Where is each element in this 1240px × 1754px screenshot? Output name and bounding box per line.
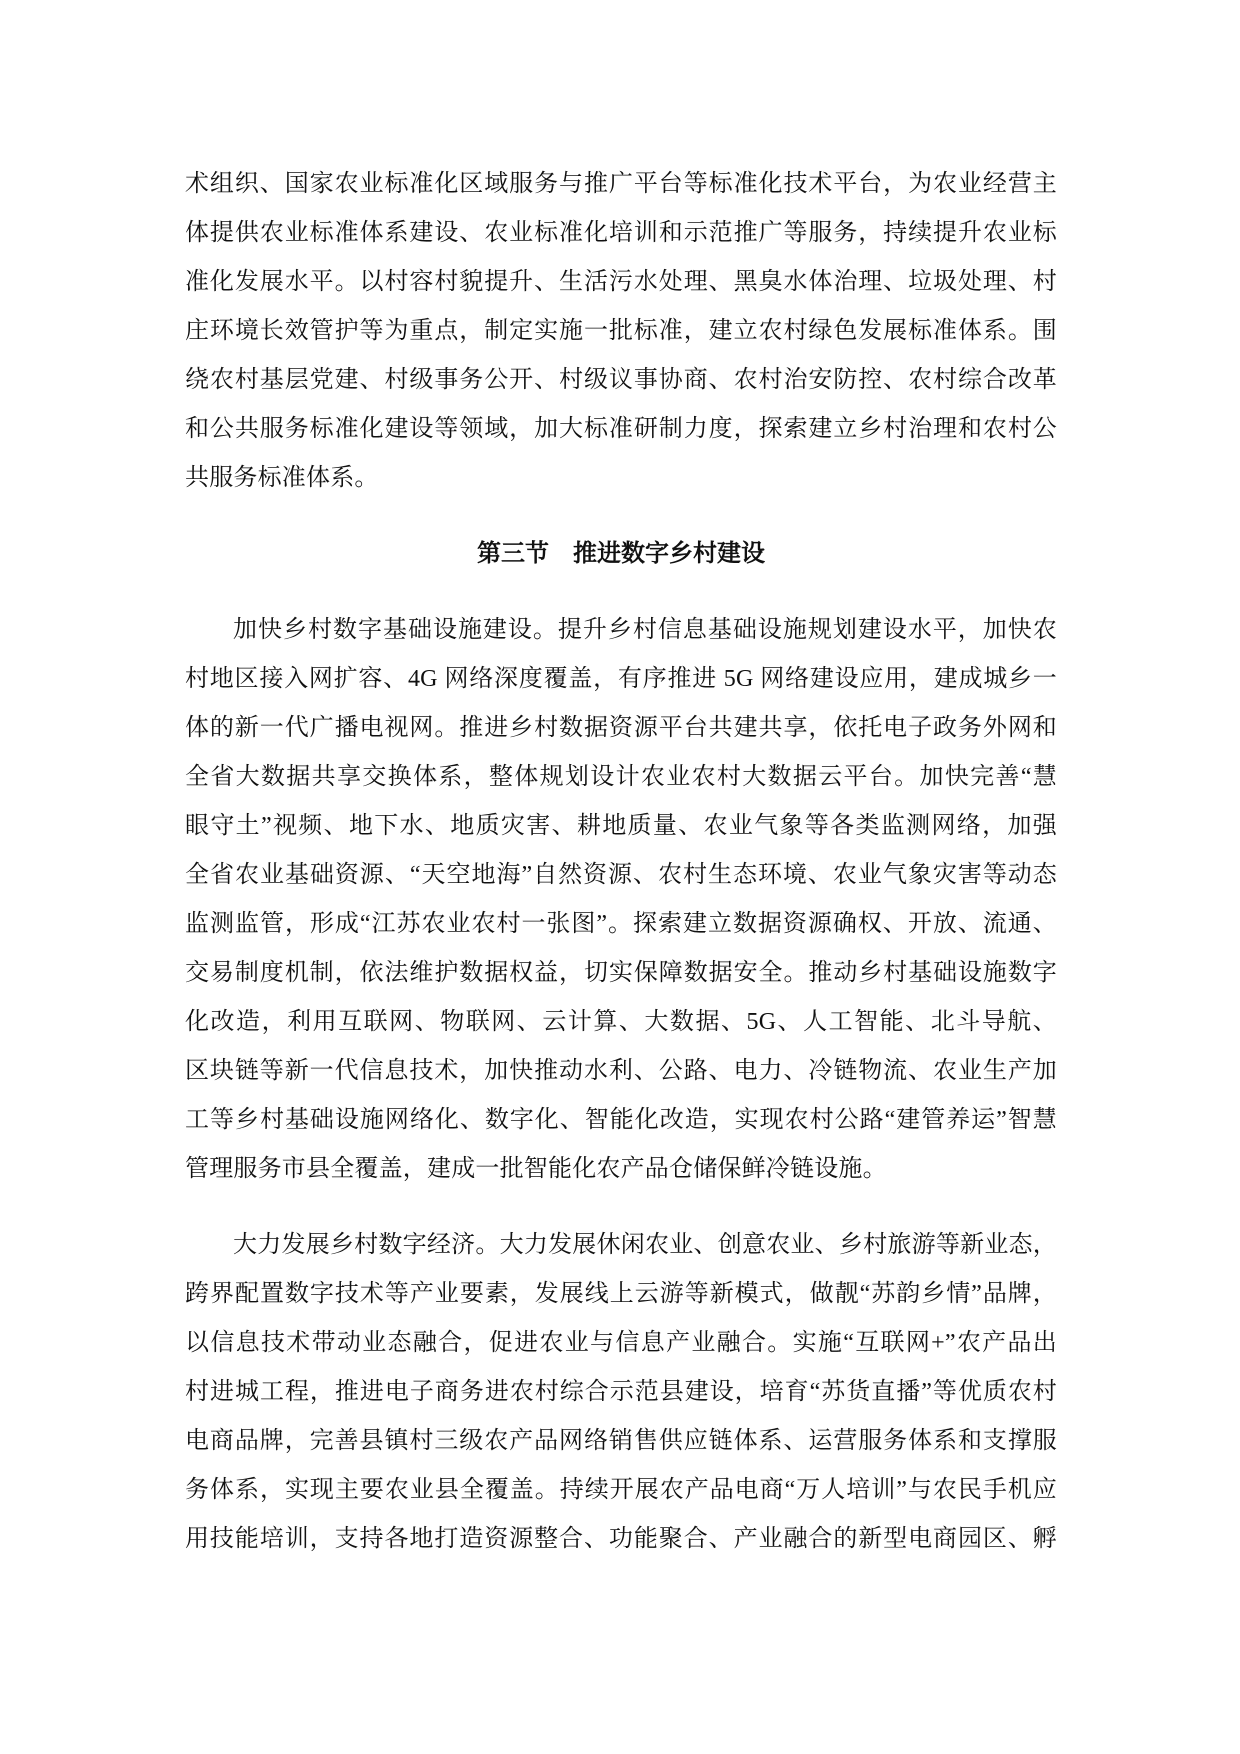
text-line: 术组织、国家农业标准化区域服务与推广平台等标准化技术平台，为农业经营主 [185, 171, 1057, 197]
text-line: 工等乡村基础设施网络化、数字化、智能化改造，实现农村公路“建管养运”智慧 [185, 1107, 1057, 1133]
text-line: 全省大数据共享交换体系，整体规划设计农业农村大数据云平台。加快完善“慧 [185, 764, 1057, 790]
text-line: 和公共服务标准化建设等领域，加大标准研制力度，探索建立乡村治理和农村公 [185, 416, 1057, 442]
text-line: 大力发展乡村数字经济。大力发展休闲农业、创意农业、乡村旅游等新业态， [233, 1232, 1057, 1258]
text-line: 交易制度机制，依法维护数据权益，切实保障数据安全。推动乡村基础设施数字 [185, 960, 1057, 986]
text-line: 监测监管，形成“江苏农业农村一张图”。探索建立数据资源确权、开放、流通、 [185, 911, 1057, 937]
text-line: 用技能培训，支持各地打造资源整合、功能聚合、产业融合的新型电商园区、孵 [185, 1526, 1057, 1552]
text-line: 管理服务市县全覆盖，建成一批智能化农产品仓储保鲜冷链设施。 [185, 1156, 887, 1182]
text-paragraph [185, 606, 1057, 1194]
text-line: 区块链等新一代信息技术，加快推动水利、公路、电力、冷链物流、农业生产加 [185, 1058, 1057, 1084]
text-line: 体的新一代广播电视网。推进乡村数据资源平台共建共享，依托电子政务外网和 [185, 715, 1057, 741]
document-body [185, 160, 1057, 1591]
text-line: 庄环境长效管护等为重点，制定实施一批标准，建立农村绿色发展标准体系。围 [185, 318, 1057, 344]
text-line: 体提供农业标准体系建设、农业标准化培训和示范推广等服务，持续提升农业标 [185, 220, 1057, 246]
section-heading: 第三节 推进数字乡村建设 [477, 541, 765, 567]
text-line: 共服务标准体系。 [185, 465, 379, 491]
text-line: 村进城工程，推进电子商务进农村综合示范县建设，培育“苏货直播”等优质农村 [185, 1379, 1057, 1405]
text-line: 眼守土”视频、地下水、地质灾害、耕地质量、农业气象等各类监测网络，加强 [185, 813, 1057, 839]
text-line: 全省农业基础资源、“天空地海”自然资源、农村生态环境、农业气象灾害等动态 [185, 862, 1057, 888]
text-line: 以信息技术带动业态融合，促进农业与信息产业融合。实施“互联网+”农产品出 [185, 1330, 1057, 1356]
text-line: 村地区接入网扩容、4G 网络深度覆盖，有序推进 5G 网络建设应用，建成城乡一 [185, 666, 1057, 692]
text-line: 务体系，实现主要农业县全覆盖。持续开展农产品电商“万人培训”与农民手机应 [185, 1477, 1057, 1503]
text-line: 准化发展水平。以村容村貌提升、生活污水处理、黑臭水体治理、垃圾处理、村 [185, 269, 1057, 295]
text-line: 绕农村基层党建、村级事务公开、村级议事协商、农村治安防控、农村综合改革 [185, 367, 1057, 393]
text-line: 化改造，利用互联网、物联网、云计算、大数据、5G、人工智能、北斗导航、 [185, 1009, 1057, 1035]
text-paragraph [185, 160, 1057, 503]
text-line: 加快乡村数字基础设施建设。提升乡村信息基础设施规划建设水平，加快农 [233, 617, 1057, 643]
text-line: 跨界配置数字技术等产业要素，发展线上云游等新模式，做靓“苏韵乡情”品牌， [185, 1281, 1057, 1307]
text-line: 电商品牌，完善县镇村三级农产品网络销售供应链体系、运营服务体系和支撑服 [185, 1428, 1057, 1454]
text-paragraph [185, 1221, 1057, 1564]
